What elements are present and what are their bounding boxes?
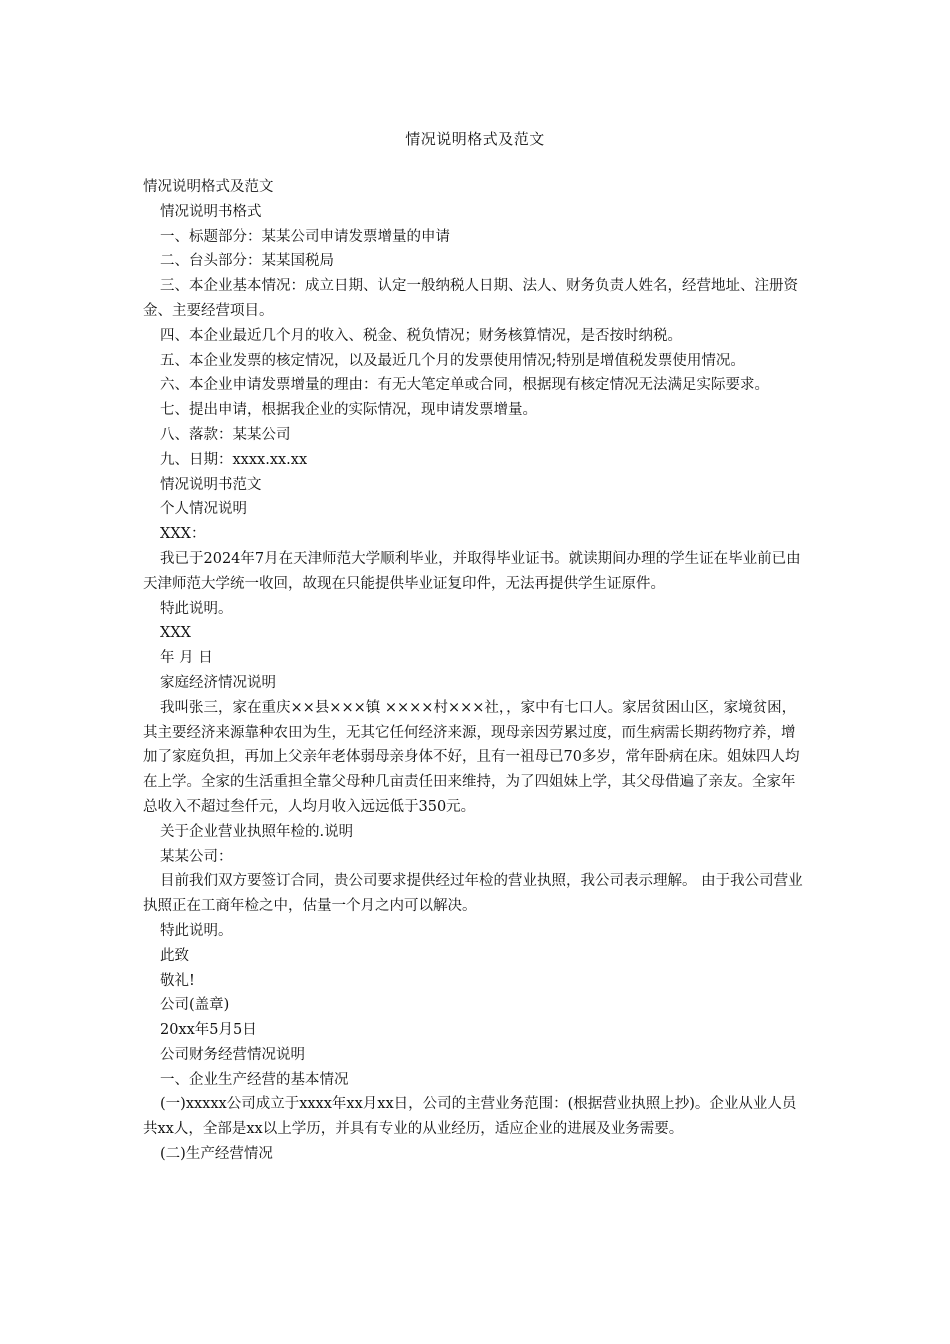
document-body [143, 175, 808, 1167]
paragraph: (一)xxxxx公司成立于xxxx年xx月xx日，公司的主营业务范围：(根据营业执照上抄)。企业从业人员共xx人，全部是xx以上学历，并具有专业的从业经历，适应企业的进展及业务需要。 [143, 1096, 797, 1138]
paragraph: 四、本企业最近几个月的收入、税金、税负情况；财务核算情况，是否按时纳税。 [160, 327, 682, 344]
paragraph: 一、企业生产经营的基本情况 [160, 1071, 349, 1088]
paragraph: 八、落款：某某公司 [160, 426, 291, 443]
paragraph: 个人情况说明 [160, 501, 247, 518]
paragraph: 家庭经济情况说明 [160, 674, 276, 691]
paragraph: 某某公司： [160, 848, 233, 865]
paragraph: 六、本企业申请发票增量的理由：有无大笔定单或合同，根据现有核定情况无法满足实际要求。 [160, 377, 769, 394]
paragraph: 情况说明书范文 [160, 476, 262, 493]
paragraph: XXX： [160, 526, 206, 543]
paragraph: 九、日期：xxxx.xx.xx [160, 451, 308, 468]
paragraph: 公司(盖章) [160, 997, 230, 1014]
paragraph: XXX [160, 625, 191, 642]
paragraph: 特此说明。 [160, 922, 233, 939]
paragraph: 关于企业营业执照年检的.说明 [160, 823, 354, 840]
paragraph: 三、本企业基本情况：成立日期、认定一般纳税人日期、法人、财务负责人姓名，经营地址、注册资金、主要经营项目。 [143, 278, 798, 319]
paragraph: 此致 [160, 947, 189, 964]
paragraph: 年 月 日 [160, 650, 213, 667]
paragraph: 特此说明。 [160, 600, 233, 617]
page-title: 情况说明格式及范文 [405, 130, 545, 148]
paragraph: 情况说明格式及范文 [143, 179, 274, 195]
paragraph: (二)生产经营情况 [160, 1146, 273, 1163]
paragraph: 目前我们双方要签订合同，贵公司要求提供经过年检的营业执照，我公司表示理解。 由于我公司营业执照正在工商年检之中，估量一个月之内可以解决。 [143, 873, 803, 915]
paragraph: 情况说明书格式 [160, 203, 262, 220]
paragraph: 我已于2024年7月在天津师范大学顺利毕业，并取得毕业证书。就读期间办理的学生证在毕业前已由天津师范大学统一收回，故现在只能提供毕业证复印件，无法再提供学生证原件。 [143, 550, 801, 592]
paragraph: 我叫张三，家在重庆××县×××镇 ××××村×××社，，家中有七口人。家居贫困山区，家境贫困，其主要经济来源靠种农田为生，无其它任何经济来源，现母亲因劳累过度，而生病需长期药物疗养，增加了家庭负担，再加上父亲年老体弱母亲身体不好，且有一祖母已70多岁，常年卧病在床。姐妹四人均在上学。全家的生活重担全靠父母种几亩责任田来维持，为了四姐妹上学，其父母借遍了亲友。全家年总收入不超过叁仟元，人均月收入远远低于350元。 [143, 699, 800, 815]
paragraph: 五、本企业发票的核定情况，以及最近几个月的发票使用情况;特别是增值税发票使用情况。 [160, 352, 745, 369]
paragraph: 20xx年5月5日 [160, 1022, 257, 1039]
paragraph: 敬礼! [160, 972, 195, 989]
paragraph: 一、标题部分：某某公司申请发票增量的申请 [160, 228, 450, 245]
paragraph: 二、台头部分：某某国税局 [160, 253, 334, 270]
paragraph: 公司财务经营情况说明 [160, 1046, 305, 1063]
paragraph: 七、提出申请，根据我企业的实际情况，现申请发票增量。 [160, 402, 537, 419]
